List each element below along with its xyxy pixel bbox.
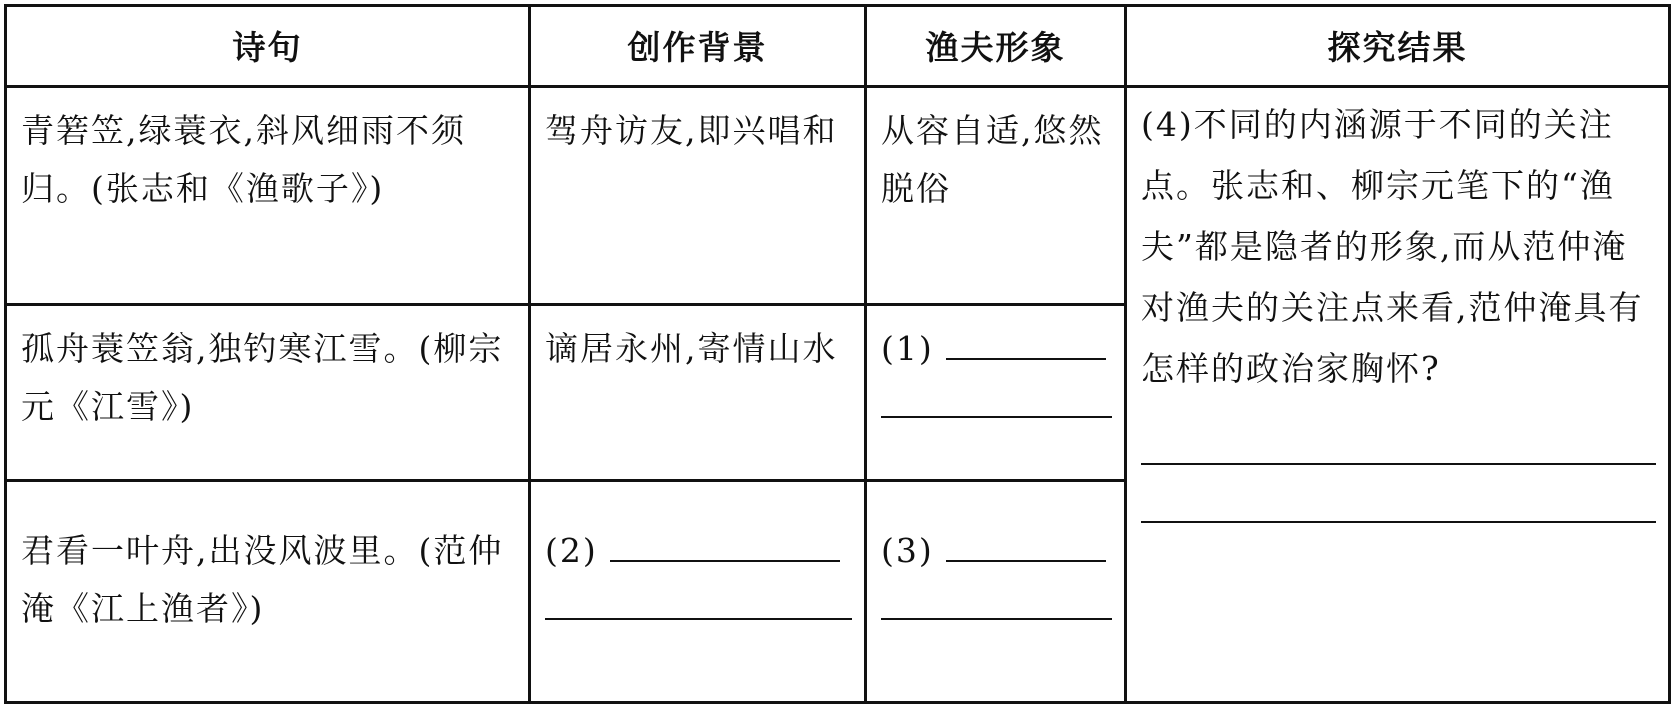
result-answer-area[interactable] [1127, 407, 1668, 523]
blank-label: (2) [545, 530, 598, 570]
answer-line[interactable] [545, 580, 852, 620]
image-answer-area[interactable] [867, 482, 1124, 620]
answer-line[interactable] [881, 580, 1112, 620]
answer-blank[interactable] [946, 530, 1106, 562]
poem-text: 君看一叶舟,出没风波里。(范仲淹《江上渔者》) [21, 530, 504, 628]
background-cell [530, 480, 866, 702]
fisherman-comparison-table [4, 4, 1671, 704]
header-result: 探究结果 [1126, 6, 1670, 87]
background-text: 驾舟访友,即兴唱和 [545, 110, 838, 150]
poem-text: 青箬笠,绿蓑衣,斜风细雨不须归。(张志和《渔歌子》) [21, 110, 466, 208]
background-cell [530, 304, 866, 480]
image-cell [866, 480, 1126, 702]
header-background: 创作背景 [530, 6, 866, 87]
poem-cell [6, 480, 530, 702]
answer-line[interactable] [1141, 407, 1656, 465]
result-cell [1126, 86, 1670, 702]
answer-line[interactable] [1141, 465, 1656, 523]
table-header-row [6, 6, 1670, 87]
blank-label: (3) [881, 530, 934, 570]
header-fisherman-image: 渔夫形象 [866, 6, 1126, 87]
image-cell [866, 86, 1126, 304]
answer-blank[interactable] [610, 530, 840, 562]
poem-text: 孤舟蓑笠翁,独钓寒江雪。(柳宗元《江雪》) [21, 328, 504, 426]
blank-label: (1) [881, 328, 934, 368]
header-poem: 诗句 [6, 6, 530, 87]
answer-blank[interactable] [946, 328, 1106, 360]
image-answer-area[interactable] [867, 306, 1124, 418]
answer-line[interactable] [881, 378, 1112, 418]
table-row [6, 86, 1670, 304]
background-cell [530, 86, 866, 304]
poem-cell [6, 86, 530, 304]
background-text: 谪居永州,寄情山水 [545, 328, 838, 368]
image-text: 从容自适,悠然脱俗 [881, 110, 1104, 208]
poem-cell [6, 304, 530, 480]
background-answer-area[interactable] [531, 482, 864, 620]
result-question: (4)不同的内涵源于不同的关注点。张志和、柳宗元笔下的“渔夫”都是隐者的形象,而从范仲淹对渔夫的关注点来看,范仲淹具有怎样的政治家胸怀? [1141, 104, 1644, 388]
image-cell [866, 304, 1126, 480]
